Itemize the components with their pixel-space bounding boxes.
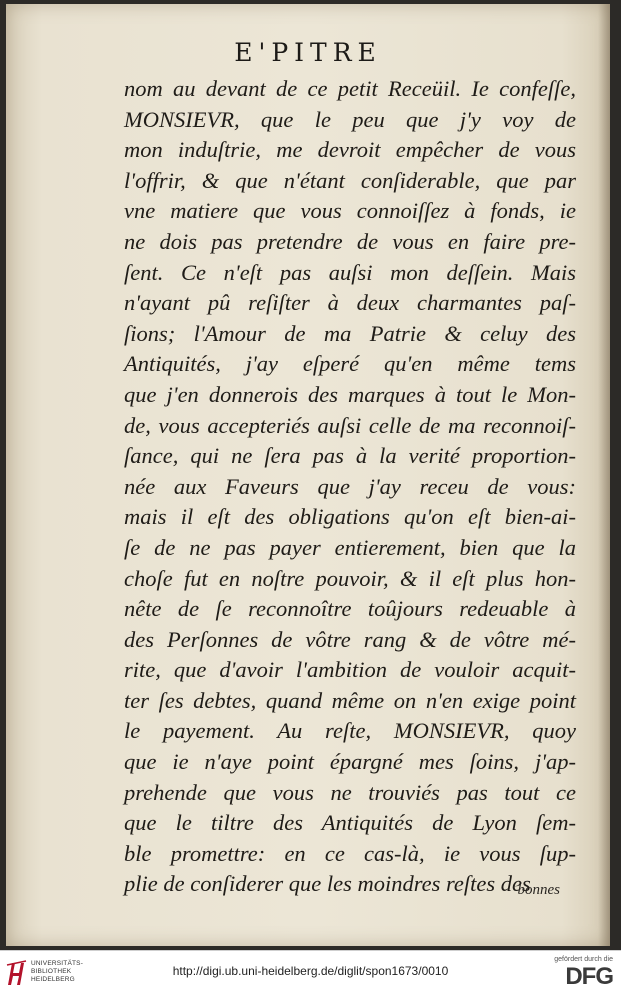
text-line: que ie n'aye point épargné mes ſoins, j'ap-: [124, 749, 576, 775]
text-line: nête de ſe reconnoître toûjours redeuable à: [124, 596, 576, 622]
text-line: ble promettre: en ce cas-là, ie vous ſup-: [124, 840, 576, 866]
text-line: plie de conſiderer que les moindres reſtes des: [124, 871, 531, 897]
text-line: que j'en donnerois des marques à tout le Mon-: [124, 381, 576, 407]
text-line: ſent. Ce n'eſt pas auſsi mon deſſein. Mais: [124, 259, 576, 285]
text-line: née aux Faveurs que j'ay receu de vous:: [124, 473, 576, 499]
text-line: ſance, qui ne ſera pas à la verité proportion-: [124, 443, 576, 469]
text-line: vne matiere que vous connoiſſez à fonds, ie: [124, 198, 576, 224]
text-line: MONSIEVR, que le peu que j'y voy de: [124, 106, 576, 132]
text-line: mon induſtrie, me devroit empêcher de vous: [124, 137, 576, 163]
running-head: E'PITRE: [234, 38, 382, 67]
text-line: prehende que vous ne trouviés pas tout ce: [124, 779, 576, 805]
text-line: Antiquités, j'ay eſperé qu'en même tems: [124, 351, 576, 377]
text-line: ter ſes debtes, quand même on n'en exige point: [124, 687, 576, 713]
text-line: ſe de ne pas payer entierement, bien que la: [124, 534, 576, 560]
text-line: des Perſonnes de vôtre rang & de vôtre mé-: [124, 626, 576, 652]
page-text: [124, 74, 576, 900]
footer-bar: [0, 950, 621, 994]
text-line: l'offrir, & que n'étant conſiderable, que par: [124, 167, 576, 193]
funder-credit: [533, 955, 613, 990]
text-line: ſions; l'Amour de ma Patrie & celuy des: [124, 320, 576, 346]
dfg-logo[interactable]: DFG: [565, 963, 613, 990]
text-line: choſe fut en noſtre pouvoir, & il eſt plus hon-: [124, 565, 576, 591]
funder-text: gefördert durch die: [554, 956, 613, 963]
text-line: nom au devant de ce petit Receüil. Ie confeſſe,: [124, 76, 576, 101]
library-name-line: HEIDELBERG: [31, 976, 75, 983]
library-name-line: UNIVERSITÄTS-: [31, 960, 84, 967]
text-line: que le tiltre des Antiquités de Lyon ſem-: [124, 810, 576, 836]
text-line: de, vous accepteriés auſsi celle de ma reconnoiſ-: [124, 412, 576, 438]
book-page: [6, 4, 610, 946]
text-line: ne dois pas pretendre de vous en faire pre-: [124, 228, 576, 254]
text-line: le payement. Au reſte, MONSIEVR, quoy: [124, 718, 576, 744]
text-line: rite, que d'avoir l'ambition de vouloir acquit-: [124, 657, 576, 683]
page-edge: [598, 4, 610, 946]
catchword: bonnes: [517, 882, 560, 898]
text-line: n'ayant pû reſiſter à deux charmantes paſ-: [124, 290, 576, 316]
permalink-url[interactable]: http://digi.ub.uni-heidelberg.de/diglit/spon1673/0010: [172, 964, 449, 978]
library-name-line: BIBLIOTHEK: [31, 968, 72, 975]
text-line: mais il eſt des obligations qu'on eſt bien-ai-: [124, 504, 576, 530]
